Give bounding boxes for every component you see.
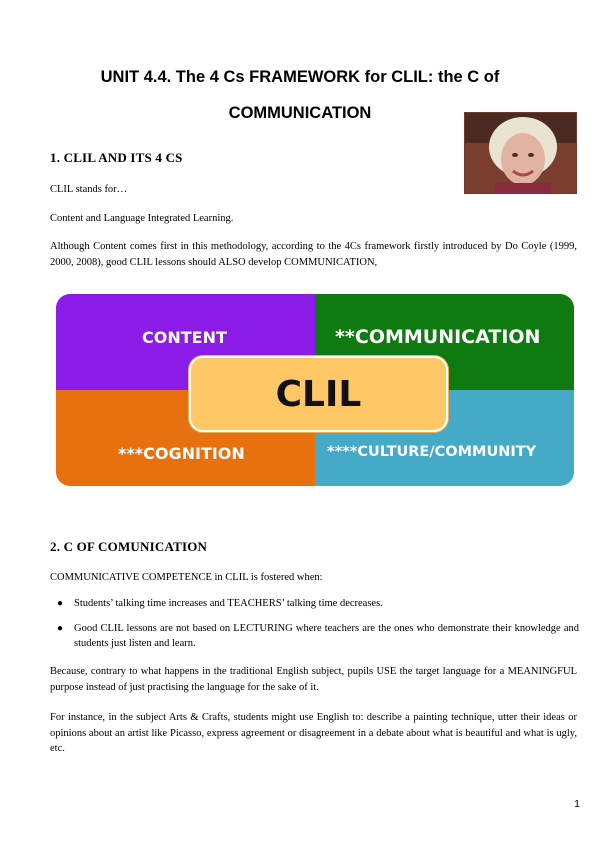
center-clil-box: CLIL (189, 356, 448, 432)
paragraph-clil-stands-for: CLIL stands for… (50, 184, 128, 195)
section-1-heading: 1. CLIL AND ITS 4 CS (50, 150, 183, 165)
list-item (52, 621, 579, 652)
paragraph-communicative-competence: COMMUNICATIVE COMPETENCE in CLIL is fostered when: (50, 572, 323, 583)
list-item (52, 596, 579, 612)
4cs-framework-diagram (56, 294, 574, 486)
paragraph-because: Because, contrary to what happens in the traditional English subject, pupils USE the target language for a MEANINGFUL purpose instead of just practising the language for the sake of it. (50, 666, 577, 693)
page-number: 1 (574, 798, 580, 810)
document-title-line-2: COMMUNICATION (228, 104, 372, 122)
document-title-line-1: UNIT 4.4. The 4 Cs FRAMEWORK for CLIL: the C of (100, 68, 500, 86)
bullet-icon: ● (57, 622, 64, 634)
label-content: CONTENT (142, 328, 227, 347)
paragraph-4cs-intro: Although Content comes first in this methodology, according to the 4Cs framework firstly introduced by Do Coyle (1999, 2000, 2008), good CLIL lessons should ALSO develop COMMUNICATION, (50, 241, 577, 268)
bullet-icon: ● (57, 598, 64, 609)
list-item-text: Good CLIL lessons are not based on LECTURING where teachers are the ones who demonstrate their knowledge and students just listen and learn. (74, 622, 579, 649)
bullet-list (52, 596, 579, 652)
label-communication: **COMMUNICATION (335, 326, 541, 348)
paragraph-clil-definition: Content and Language Integrated Learning. (50, 213, 234, 224)
list-item-text: Students’ talking time increases and TEACHERS’ talking time decreases. (74, 598, 383, 609)
label-cognition: ***COGNITION (118, 444, 245, 463)
label-culture-community: ****CULTURE/COMMUNITY (327, 444, 537, 460)
section-2-heading: 2. C OF COMUNICATION (50, 539, 208, 554)
paragraph-for-instance: For instance, in the subject Arts & Crafts, students might use English to: describe a painting technique, utter their ideas or opinions about an artist like Picasso, express agreement or disagreement in a debate about what is beautiful and what is ugly, etc. (50, 712, 577, 754)
